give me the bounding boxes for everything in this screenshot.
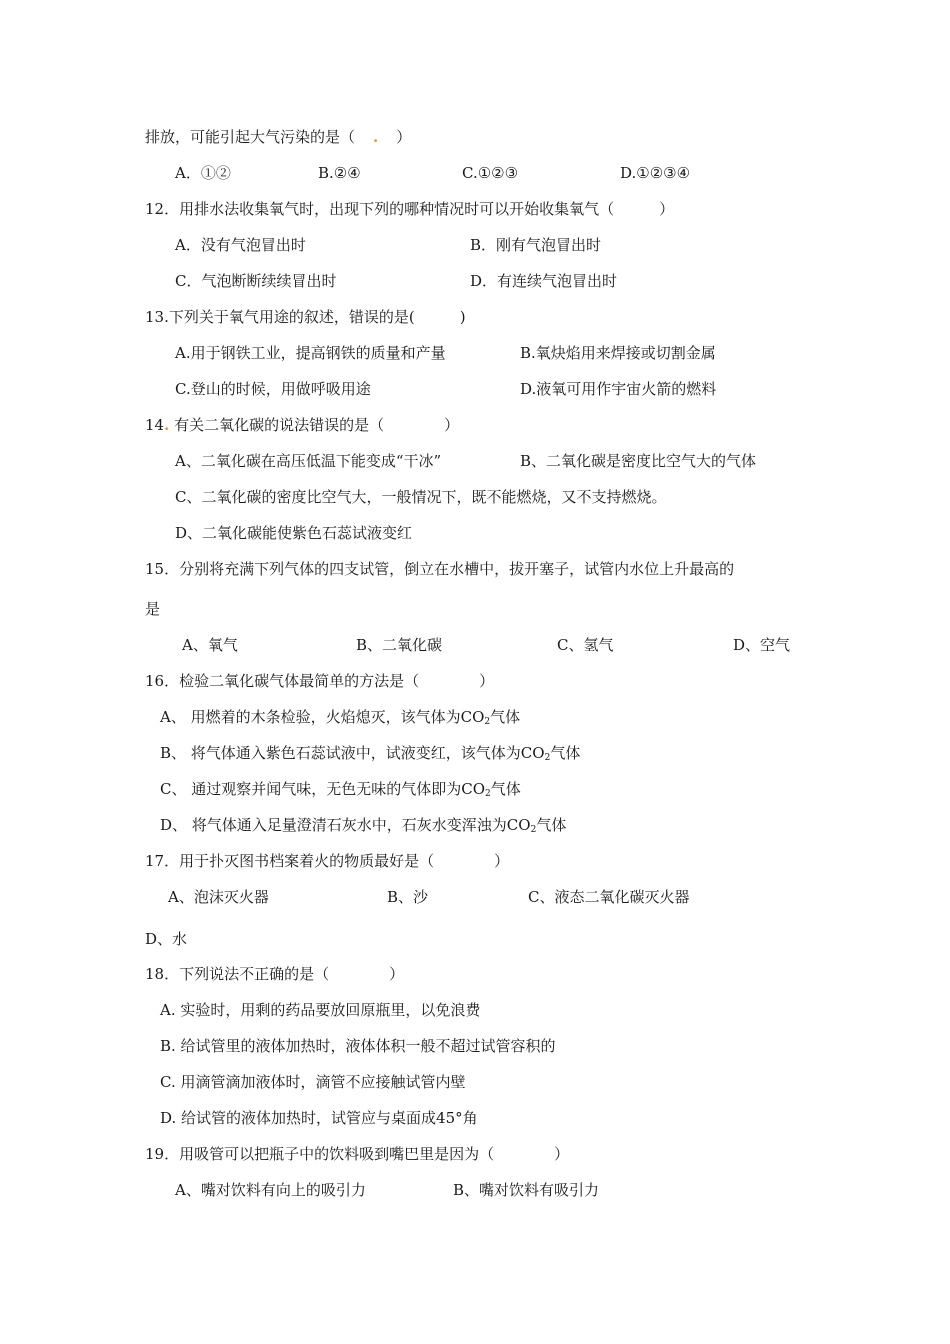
q16-option-a[interactable] bbox=[160, 707, 520, 732]
q12-option-d[interactable]: D．有连续气泡冒出时 bbox=[470, 272, 618, 290]
q16-option-d[interactable] bbox=[160, 815, 566, 840]
q16-stem: 16．检验二氧化碳气体最简单的方法是（ ） bbox=[145, 672, 495, 690]
q16-option-d-suffix: 气体 bbox=[536, 816, 567, 834]
q14-dot-mark: . bbox=[164, 416, 170, 434]
subscript-2: 2 bbox=[484, 717, 491, 727]
q16-option-b-suffix: 气体 bbox=[550, 744, 581, 762]
q16-option-c[interactable] bbox=[160, 779, 521, 804]
q18-option-d[interactable]: D. 给试管的液体加热时，试管应与桌面成45°角 bbox=[160, 1109, 478, 1127]
subscript-2: 2 bbox=[485, 789, 491, 799]
q19-option-a[interactable]: A、嘴对饮料有向上的吸引力 bbox=[175, 1181, 366, 1199]
q12-option-b[interactable]: B．刚有气泡冒出时 bbox=[470, 236, 602, 254]
q14-option-d[interactable]: D、二氧化碳能使紫色石蕊试液变红 bbox=[175, 524, 413, 542]
q16-option-b-text: B、 将气体通入紫色石蕊试液中，试液变红，该气体为CO bbox=[160, 744, 545, 762]
q13-option-d[interactable]: D.液氧可用作宇宙火箭的燃料 bbox=[520, 380, 717, 398]
q15-option-c[interactable]: C、氢气 bbox=[557, 636, 614, 654]
q16-option-d-text: D、 将气体通入足量澄清石灰水中，石灰水变浑浊为CO bbox=[160, 816, 531, 834]
q13-option-b[interactable]: B.氧炔焰用来焊接或切割金属 bbox=[520, 344, 716, 362]
q16-option-c-suffix: 气体 bbox=[490, 780, 521, 798]
q15-option-a[interactable]: A、氧气 bbox=[182, 636, 238, 654]
q19-option-b[interactable]: B、嘴对饮料有吸引力 bbox=[453, 1181, 600, 1199]
q11-option-a[interactable]: A．①② bbox=[175, 164, 231, 182]
q14-stem-text: 有关二氧化碳的说法错误的是（ ） bbox=[169, 416, 460, 434]
q17-option-c[interactable]: C、液态二氧化碳灭火器 bbox=[528, 888, 690, 906]
q16-option-c-text: C、 通过观察并闻气味，无色无味的气体即为CO bbox=[160, 780, 486, 798]
q18-option-b[interactable]: B. 给试管里的液体加热时，液体体积一般不超过试管容积的 bbox=[160, 1037, 556, 1055]
q18-option-a[interactable]: A. 实验时，用剩的药品要放回原瓶里，以免浪费 bbox=[160, 1001, 481, 1019]
q14-number: 14 bbox=[145, 416, 165, 434]
q11-option-d[interactable]: D.①②③④ bbox=[620, 164, 691, 182]
q14-option-c[interactable]: C、二氧化碳的密度比空气大，一般情况下，既不能燃烧，又不支持燃烧。 bbox=[175, 488, 667, 506]
q11-dot-mark: . bbox=[373, 128, 379, 146]
q14-stem bbox=[145, 415, 459, 435]
q12-stem: 12．用排水法收集氧气时，出现下列的哪种情况时可以开始收集氧气（ ） bbox=[145, 200, 675, 218]
q12-option-c[interactable]: C．气泡断断续续冒出时 bbox=[175, 272, 337, 290]
q16-option-a-text: A、 用燃着的木条检验，火焰熄灭，该气体为CO bbox=[160, 708, 485, 726]
q18-option-c[interactable]: C. 用滴管滴加液体时，滴管不应接触试管内壁 bbox=[160, 1073, 466, 1091]
q15-stem: 15．分别将充满下列气体的四支试管，倒立在水槽中，拔开塞子，试管内水位上升最高的 bbox=[145, 560, 735, 578]
q15-stem-continued: 是 bbox=[145, 600, 161, 618]
q11-option-b[interactable]: B.②④ bbox=[318, 164, 361, 182]
q11-option-c[interactable]: C.①②③ bbox=[462, 164, 519, 182]
q17-option-d[interactable]: D、水 bbox=[145, 930, 188, 948]
q11-tail-text: 排放，可能引起大气污染的是（ bbox=[145, 128, 356, 146]
q18-stem: 18．下列说法不正确的是（ ） bbox=[145, 965, 405, 983]
q12-option-a[interactable]: A．没有气泡冒出时 bbox=[175, 236, 306, 254]
q11-tail bbox=[145, 127, 411, 147]
q16-option-a-suffix: 气体 bbox=[490, 708, 521, 726]
q11-close-paren: ） bbox=[396, 128, 412, 146]
q14-option-a[interactable]: A、二氧化碳在高压低温下能变成“干冰” bbox=[175, 452, 442, 470]
subscript-2: 2 bbox=[530, 825, 537, 835]
q13-option-c[interactable]: C.登山的时候，用做呼吸用途 bbox=[175, 380, 371, 398]
q13-stem: 13.下列关于氧气用途的叙述，错误的是( ) bbox=[145, 308, 466, 326]
q16-option-b[interactable] bbox=[160, 743, 580, 768]
q15-option-d[interactable]: D、空气 bbox=[733, 636, 791, 654]
q19-stem: 19．用吸管可以把瓶子中的饮料吸到嘴巴里是因为（ ） bbox=[145, 1145, 570, 1163]
q13-option-a[interactable]: A.用于钢铁工业，提高钢铁的质量和产量 bbox=[175, 344, 446, 362]
q17-option-b[interactable]: B、沙 bbox=[387, 888, 429, 906]
q14-option-b[interactable]: B、二氧化碳是密度比空气大的气体 bbox=[520, 452, 757, 470]
q17-stem: 17．用于扑灭图书档案着火的物质最好是（ ） bbox=[145, 852, 510, 870]
q17-option-a[interactable]: A、泡沫灭火器 bbox=[168, 888, 269, 906]
subscript-2: 2 bbox=[544, 753, 551, 763]
q15-option-b[interactable]: B、二氧化碳 bbox=[356, 636, 443, 654]
